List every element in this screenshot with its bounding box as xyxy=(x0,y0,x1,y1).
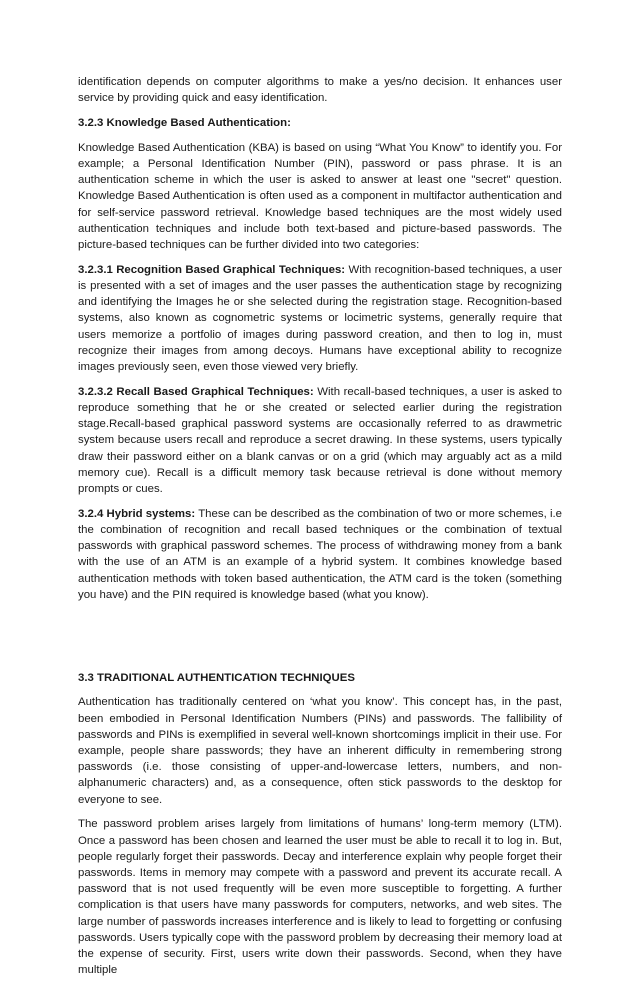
recall-body: With recall-based techniques, a user is asked to reproduce something that he or she created or selected earlier during the registration stage.Recall-based graphical password systems are occasionally referred to as drawmetric system because users recall and reproduce a secret drawing. In these systems, users typically draw their password either on a blank canvas or on a grid (which may arguably act as a mild memory cue). Recall is a difficult memory task because retrieval is done without memory prompts or cues. xyxy=(78,385,562,496)
hybrid-body: These can be described as the combination of two or more schemes, i.e the combination of recognition and recall based techniques or the combination of textual passwords with graphical password schemes. The process of withdrawing money from a bank with the use of an ATM is an example of a hybrid system. It combines knowledge based authentication methods with token based authentication, the ATM card is the token (something you have) and the PIN required is knowledge based (what you know). xyxy=(78,507,562,601)
section-heading-3-3: 3.3 TRADITIONAL AUTHENTICATION TECHNIQUES xyxy=(78,671,355,684)
recall-paragraph xyxy=(78,384,562,497)
kba-paragraph: Knowledge Based Authentication (KBA) is based on using “What You Know” to identify you. For example; a Personal Identification Number (PIN), password or pass phrase. It is an authentication scheme in which the user is asked to answer at least one "secret" question. Knowledge Based Authentication is often used as a component in multifactor authentication and for self-service password retrieval. Knowledge based techniques are the most widely used authentication techniques and include both text-based and picture-based passwords. The picture-based techniques can be further divided into two categories: xyxy=(78,141,562,252)
intro-paragraph: identification depends on computer algorithms to make a yes/no decision. It enhances user service by providing quick and easy identification. xyxy=(78,76,562,105)
traditional-paragraph-1: Authentication has traditionally centered on ‘what you know’. This concept has, in the past, been embodied in Personal Identification Numbers (PINs) and passwords. The fallibility of passwords and PINs is exemplified in several well-known shortcomings implicit in their use. For example, people share passwords; they have an inherent difficulty in remembering strong passwords (i.e. those consisting of upper-and-lowercase letters, numbers, and non-alphanumeric characters) and, as a consequence, often stick passwords to the desktop for everyone to see. xyxy=(78,696,562,806)
document-page xyxy=(78,74,562,987)
recall-title: 3.2.3.2 Recall Based Graphical Techniques: xyxy=(78,385,314,398)
hybrid-title: 3.2.4 Hybrid systems: xyxy=(78,507,196,520)
recognition-title: 3.2.3.1 Recognition Based Graphical Techniques: xyxy=(78,263,346,276)
blank-space xyxy=(78,612,562,670)
recognition-paragraph xyxy=(78,262,562,375)
traditional-paragraph-2: The password problem arises largely from limitations of humans’ long-term memory (LTM). Once a password has been chosen and learned the user must be able to recall it to log in. But, people regularly forget their passwords. Decay and interference explain why people forget their passwords. Items in memory may compete with a password and prevent its accurate recall. A password that is not used frequently will be even more susceptible to forgetting. A further complication is that users have many passwords for computers, networks, and web sites. The large number of passwords increases interference and is likely to lead to forgetting or confusing passwords. Users typically cope with the password problem by decreasing their memory load at the expense of security. First, users write down their passwords. Second, when they have multiple xyxy=(78,818,562,977)
section-heading-3-2-3: 3.2.3 Knowledge Based Authentication: xyxy=(78,117,291,129)
hybrid-paragraph xyxy=(78,506,562,603)
recognition-body: With recognition-based techniques, a user is presented with a set of images and the user passes the authentication stage by recognizing and identifying the Images he or she selected during the registration stage. Recognition-based systems, also known as cognometric systems or locimetric systems, generally require that users memorize a portfolio of images during password creation, and then to log in, must recognize their images from among decoys. Humans have exceptional ability to recognize images previously seen, even those viewed very briefly. xyxy=(78,263,562,374)
